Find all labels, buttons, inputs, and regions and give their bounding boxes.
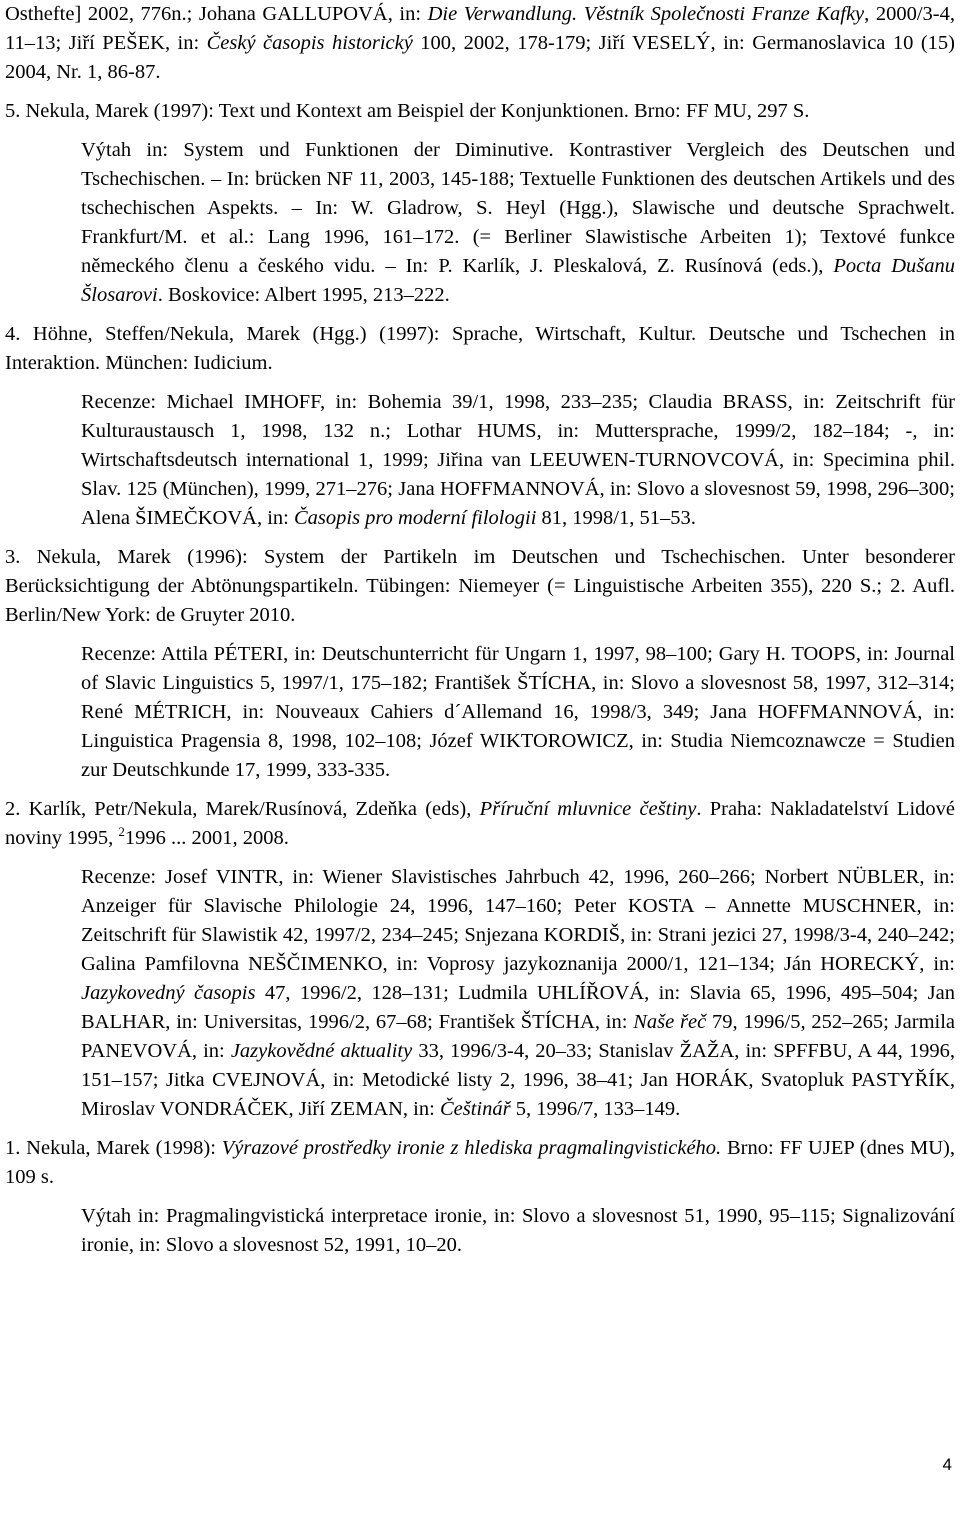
superscript: 2	[118, 824, 125, 840]
review-paragraph	[5, 1202, 955, 1260]
italic-title: Pocta Dušanu Šlosarovi	[81, 255, 955, 306]
review-paragraph	[5, 863, 955, 1124]
review-paragraph	[5, 640, 955, 785]
text-segment: 1. Nekula, Marek (1998):	[5, 1137, 222, 1159]
text-segment: 3. Nekula, Marek (1996): System der Partikeln im Deutschen und Tschechischen. Unter besonderer Berücksichtigung der Abtönungspartikeln. Tübingen: Niemeyer (= Linguistische Arbeiten 355), 220 S.; 2. Aufl. Berlin/New York: de Gruyter 2010.	[5, 546, 955, 626]
bibliography-entry	[5, 97, 955, 126]
text-segment: , 2000/3-4, 11–13; Jiří PEŠEK, in:	[5, 3, 956, 54]
italic-title: Naše řeč	[633, 1011, 707, 1033]
text-segment: 5. Nekula, Marek (1997): Text und Kontext am Beispiel der Konjunktionen. Brno: FF MU, 297 S.	[5, 100, 810, 122]
text-segment: 1996 ... 2001, 2008.	[124, 827, 289, 849]
italic-title: Příruční mluvnice češtiny	[479, 798, 697, 820]
bibliography-entry	[5, 320, 955, 378]
review-paragraph	[5, 136, 955, 310]
text-segment: 47, 1996/2, 128–131; Ludmila UHLÍŘOVÁ, in: Slavia 65, 1996, 495–504; Jan BALHAR, in: Universitas, 1996/2, 67–68; František ŠTÍCHA, in:	[81, 982, 955, 1033]
bibliography-entry	[5, 543, 955, 630]
text-segment: 79, 1996/5, 252–265; Jarmila PANEVOVÁ, in:	[81, 1011, 955, 1062]
text-segment: Brno: FF UJEP (dnes MU), 109 s.	[5, 1137, 955, 1188]
text-segment: 2. Karlík, Petr/Nekula, Marek/Rusínová, Zdeňka (eds),	[5, 798, 480, 820]
text-segment: 4. Höhne, Steffen/Nekula, Marek (Hgg.) (1997): Sprache, Wirtschaft, Kultur. Deutsche und Tschechen in Interaktion. München: Iudicium.	[5, 323, 955, 374]
bibliography-entry	[5, 795, 955, 853]
bibliography-entry	[5, 1134, 955, 1192]
italic-title: Jazykovědné aktuality	[230, 1040, 413, 1062]
text-segment: 100, 2002, 178-179; Jiří VESELÝ, in: Germanoslavica 10 (15) 2004, Nr. 1, 86-87.	[5, 32, 955, 83]
italic-title: Časopis pro moderní filologii	[293, 507, 537, 529]
italic-title: Die Verwandlung. Věstník Společnosti Franze Kafky	[427, 3, 865, 25]
text-segment: Recenze: Josef VINTR, in: Wiener Slavistisches Jahrbuch 42, 1996, 260–266; Norbert NÜBLER, in: Anzeiger für Slavische Philologie 24, 1996, 147–160; Peter KOSTA – Annette MUSCHNER, in: Zeitschrift für Slawistik 42, 1997/2, 234–245; Snjezana KORDIŠ, in: Strani jezici 27, 1998/3-4, 240–242; Galina Pamfilovna NEŠČIMENKO, in: Voprosy jazykoznanija 2000/1, 121–134; Ján HORECKÝ, in:	[81, 866, 955, 975]
italic-title: Český časopis historický	[206, 32, 413, 54]
text-segment: . Boskovice: Albert 1995, 213–222.	[157, 284, 450, 306]
bibliography-entry	[5, 0, 955, 87]
italic-title: Jazykovedný časopis	[81, 982, 256, 1004]
text-segment: 81, 1998/1, 51–53.	[536, 507, 696, 529]
review-paragraph	[5, 388, 955, 533]
text-segment: Osthefte] 2002, 776n.; Johana GALLUPOVÁ, in:	[5, 3, 428, 25]
text-segment: . Praha: Nakladatelství Lidové noviny 1995,	[5, 798, 955, 849]
text-segment: Recenze: Attila PÉTERI, in: Deutschunterricht für Ungarn 1, 1997, 98–100; Gary H. TOOPS, in: Journal of Slavic Linguistics 5, 1997/1, 175–182; František ŠTÍCHA, in: Slovo a slovesnost 58, 1997, 312–314; René MÉTRICH, in: Nouveaux Cahiers d´Allemand 16, 1998/3, 349; Jana HOFFMANNOVÁ, in: Linguistica Pragensia 8, 1998, 102–108; Józef WIKTOROWICZ, in: Studia Niemcoznawcze = Studien zur Deutschkunde 17, 1999, 333-335.	[81, 643, 955, 781]
text-segment: 33, 1996/3-4, 20–33; Stanislav ŽAŽA, in: SPFFBU, A 44, 1996, 151–157; Jitka CVEJNOVÁ, in: Metodické listy 2, 1996, 38–41; Jan HORÁK, Svatopluk PASTYŘÍK, Miroslav VONDRÁČEK, Jiří ZEMAN, in:	[81, 1040, 955, 1120]
text-segment: Výtah in: Pragmalingvistická interpretace ironie, in: Slovo a slovesnost 51, 1990, 95–115; Signalizování ironie, in: Slovo a slovesnost 52, 1991, 10–20.	[81, 1205, 955, 1256]
text-segment: 5, 1996/7, 133–149.	[510, 1098, 681, 1120]
text-segment: Recenze: Michael IMHOFF, in: Bohemia 39/1, 1998, 233–235; Claudia BRASS, in: Zeitschrift für Kulturaustausch 1, 1998, 132 n.; Lothar HUMS, in: Muttersprache, 1999/2, 182–184; -, in: Wirtschaftsdeutsch international 1, 1999; Jiřina van LEEUWEN-TURNOVCOVÁ, in: Specimina phil. Slav. 125 (München), 1999, 271–276; Jana HOFFMANNOVÁ, in: Slovo a slovesnost 59, 1998, 296–300; Alena ŠIMEČKOVÁ, in:	[81, 391, 955, 529]
italic-title: Výrazové prostředky ironie z hlediska pragmalingvistického.	[221, 1137, 722, 1159]
italic-title: Češtinář	[439, 1098, 511, 1120]
text-segment: Výtah in: System und Funktionen der Diminutive. Kontrastiver Vergleich des Deutschen und Tschechischen. – In: brücken NF 11, 2003, 145-188; Textuelle Funktionen des deutschen Artikels und des tschechischen Aspekts. – In: W. Gladrow, S. Heyl (Hgg.), Slawische und deutsche Sprachwelt. Frankfurt/M. et al.: Lang 1996, 161–172. (= Berliner Slawistische Arbeiten 1); Textové funkce německého členu a českého vidu. – In: P. Karlík, J. Pleskalová, Z. Rusínová (eds.),	[81, 139, 955, 277]
bibliography-column	[5, 0, 955, 1270]
page-number: 4	[942, 1455, 952, 1474]
